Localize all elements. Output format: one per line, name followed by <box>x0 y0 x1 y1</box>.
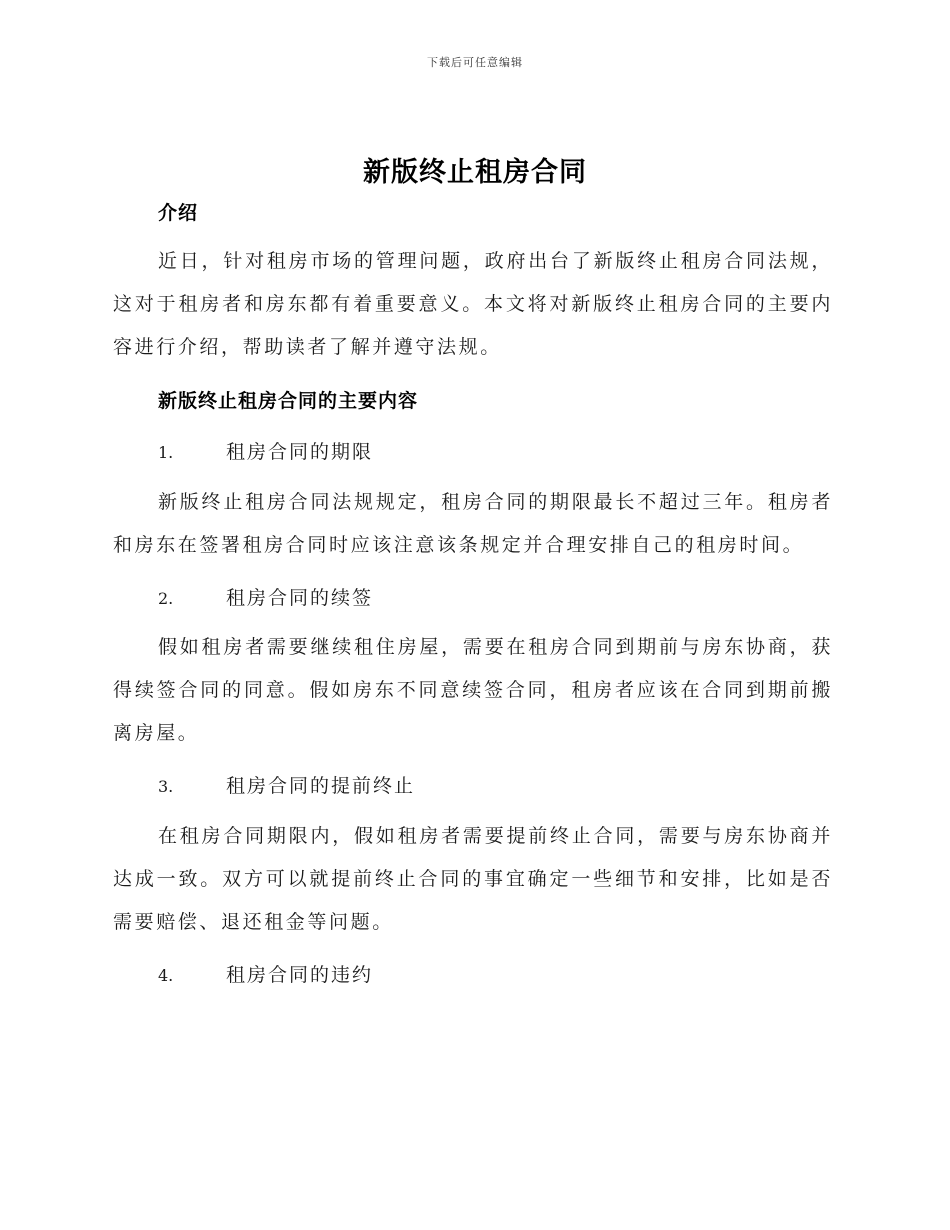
item-title: 租房合同的违约 <box>226 964 374 986</box>
item-number: 3. <box>158 777 174 796</box>
item-title: 租房合同的续签 <box>226 587 374 609</box>
intro-paragraph: 近日，针对租房市场的管理问题，政府出台了新版终止租房合同法规，这对于租房者和房东都有着重要意义。本文将对新版终止租房合同的主要内容进行介绍，帮助读者了解并遵守法规。 <box>113 250 833 358</box>
item-number: 4. <box>158 966 174 985</box>
document-title: 新版终止租房合同 <box>363 157 587 188</box>
item-title: 租房合同的提前终止 <box>226 775 416 797</box>
item-paragraph: 在租房合同期限内，假如租房者需要提前终止合同，需要与房东协商并达成一致。双方可以就提前终止合同的事宜确定一些细节和安排，比如是否需要赔偿、退还租金等问题。 <box>113 825 833 933</box>
item-paragraph: 新版终止租房合同法规规定，租房合同的期限最长不超过三年。租房者和房东在签署租房合同时应该注意该条规定并合理安排自己的租房时间。 <box>113 491 833 556</box>
main-content-heading: 新版终止租房合同的主要内容 <box>158 390 419 412</box>
list-item-heading <box>158 583 373 610</box>
list-item-heading <box>158 771 415 798</box>
item-title: 租房合同的期限 <box>226 441 374 463</box>
item-number: 1. <box>158 443 174 462</box>
list-item-heading <box>158 960 373 987</box>
item-number: 2. <box>158 589 174 608</box>
page-header-note: 下载后可任意编辑 <box>427 56 523 69</box>
item-paragraph: 假如租房者需要继续租住房屋，需要在租房合同到期前与房东协商，获得续签合同的同意。假如房东不同意续签合同，租房者应该在合同到期前搬离房屋。 <box>113 636 833 744</box>
intro-heading: 介绍 <box>158 202 199 224</box>
list-item-heading <box>158 437 373 464</box>
